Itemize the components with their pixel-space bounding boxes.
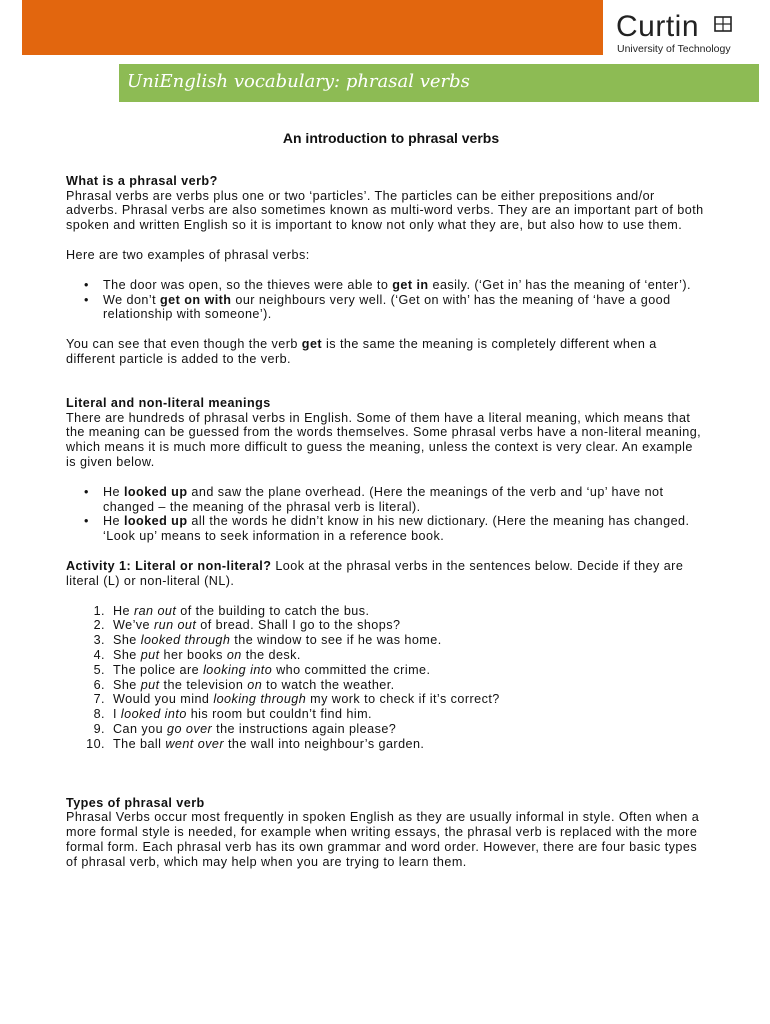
activity-instructions: Activity 1: Literal or non-literal? Look at the phrasal verbs in the sentences below. Decide if they are literal (L) or non-literal (NL). <box>66 558 684 588</box>
curtin-logo <box>616 12 746 56</box>
list-item: 1. He ran out of the building to catch the bus. <box>93 603 370 618</box>
list-item: 4. She put her books on the desk. <box>93 647 301 662</box>
paragraph-examples-intro: Here are two examples of phrasal verbs: <box>66 247 310 262</box>
list-item: 10. The ball went over the wall into neighbour’s garden. <box>86 736 425 751</box>
page-title: An introduction to phrasal verbs <box>282 130 500 146</box>
banner-title: UniEnglish vocabulary: phrasal verbs <box>127 71 470 92</box>
section-heading-types: Types of phrasal verb <box>66 795 205 810</box>
list-item: • The door was open, so the thieves were able to get in easily. (‘Get in’ has the meaning of ‘enter’). <box>66 278 706 293</box>
list-item: 5. The police are looking into who committed the crime. <box>93 662 431 677</box>
title-banner <box>119 64 759 102</box>
list-item: • He looked up all the words he didn’t know in his new dictionary. (Here the meaning has changed. ‘Look up’ means to seek information in a reference book. <box>66 514 706 544</box>
activity-list <box>66 604 706 752</box>
activity-heading: Activity 1: Literal or non-literal? <box>66 558 272 573</box>
list-item: 8. I looked into his room but couldn’t find him. <box>93 707 372 722</box>
list-item: 2. We’ve run out of bread. Shall I go to the shops? <box>93 618 401 633</box>
list-item: 9. Can you go over the instructions again please? <box>93 721 397 736</box>
paragraph-get: You can see that even though the verb get is the same the meaning is completely different when a different particle is added to the verb. <box>66 337 657 366</box>
paragraph-types: Phrasal Verbs occur most frequently in spoken English as they are usually informal in style. Often when a more formal style is needed, for example when writing essays, the phrasal verb is replaced with the more formal form. Each phrasal verb has its own grammar and word order. However, there are four basic types of phrasal verb, which may help when you are trying to learn them. <box>66 810 700 869</box>
logo-subtitle: University of Technology <box>617 43 731 55</box>
literal-examples-list <box>66 485 706 544</box>
examples-list <box>66 278 706 322</box>
logo-name: Curtin <box>616 10 700 43</box>
list-item: • We don’t get on with our neighbours very well. (‘Get on with’ has the meaning of ‘have a good relationship with someone’). <box>66 293 706 323</box>
paragraph-literal: There are hundreds of phrasal verbs in English. Some of them have a literal meaning, which means that the meaning can be guessed from the words themselves. Some phrasal verbs have a non-literal meaning, which means it is much more difficult to guess the meaning, unless the context is very clear. An example is given below. <box>66 410 702 469</box>
crest-icon <box>713 15 733 35</box>
document-body <box>66 131 706 869</box>
section-heading-literal: Literal and non-literal meanings <box>66 395 271 410</box>
list-item: 7. Would you mind looking through my work to check if it’s correct? <box>93 692 500 707</box>
list-item: 3. She looked through the window to see if he was home. <box>93 633 442 648</box>
header-orange-bar <box>22 0 603 55</box>
section-heading-what-is: What is a phrasal verb? <box>66 173 218 188</box>
paragraph-definition: Phrasal verbs are verbs plus one or two ‘particles’. The particles can be either prepositions and/or adverbs. Phrasal verbs are also sometimes known as multi-word verbs. They are an important part of both spoken and written English so it is important to know not only what they are, but also how to use them. <box>66 188 704 233</box>
list-item: • He looked up and saw the plane overhead. (Here the meanings of the verb and ‘up’ have not changed – the meaning of the phrasal verb is literal). <box>66 485 706 515</box>
list-item: 6. She put the television on to watch the weather. <box>93 677 395 692</box>
